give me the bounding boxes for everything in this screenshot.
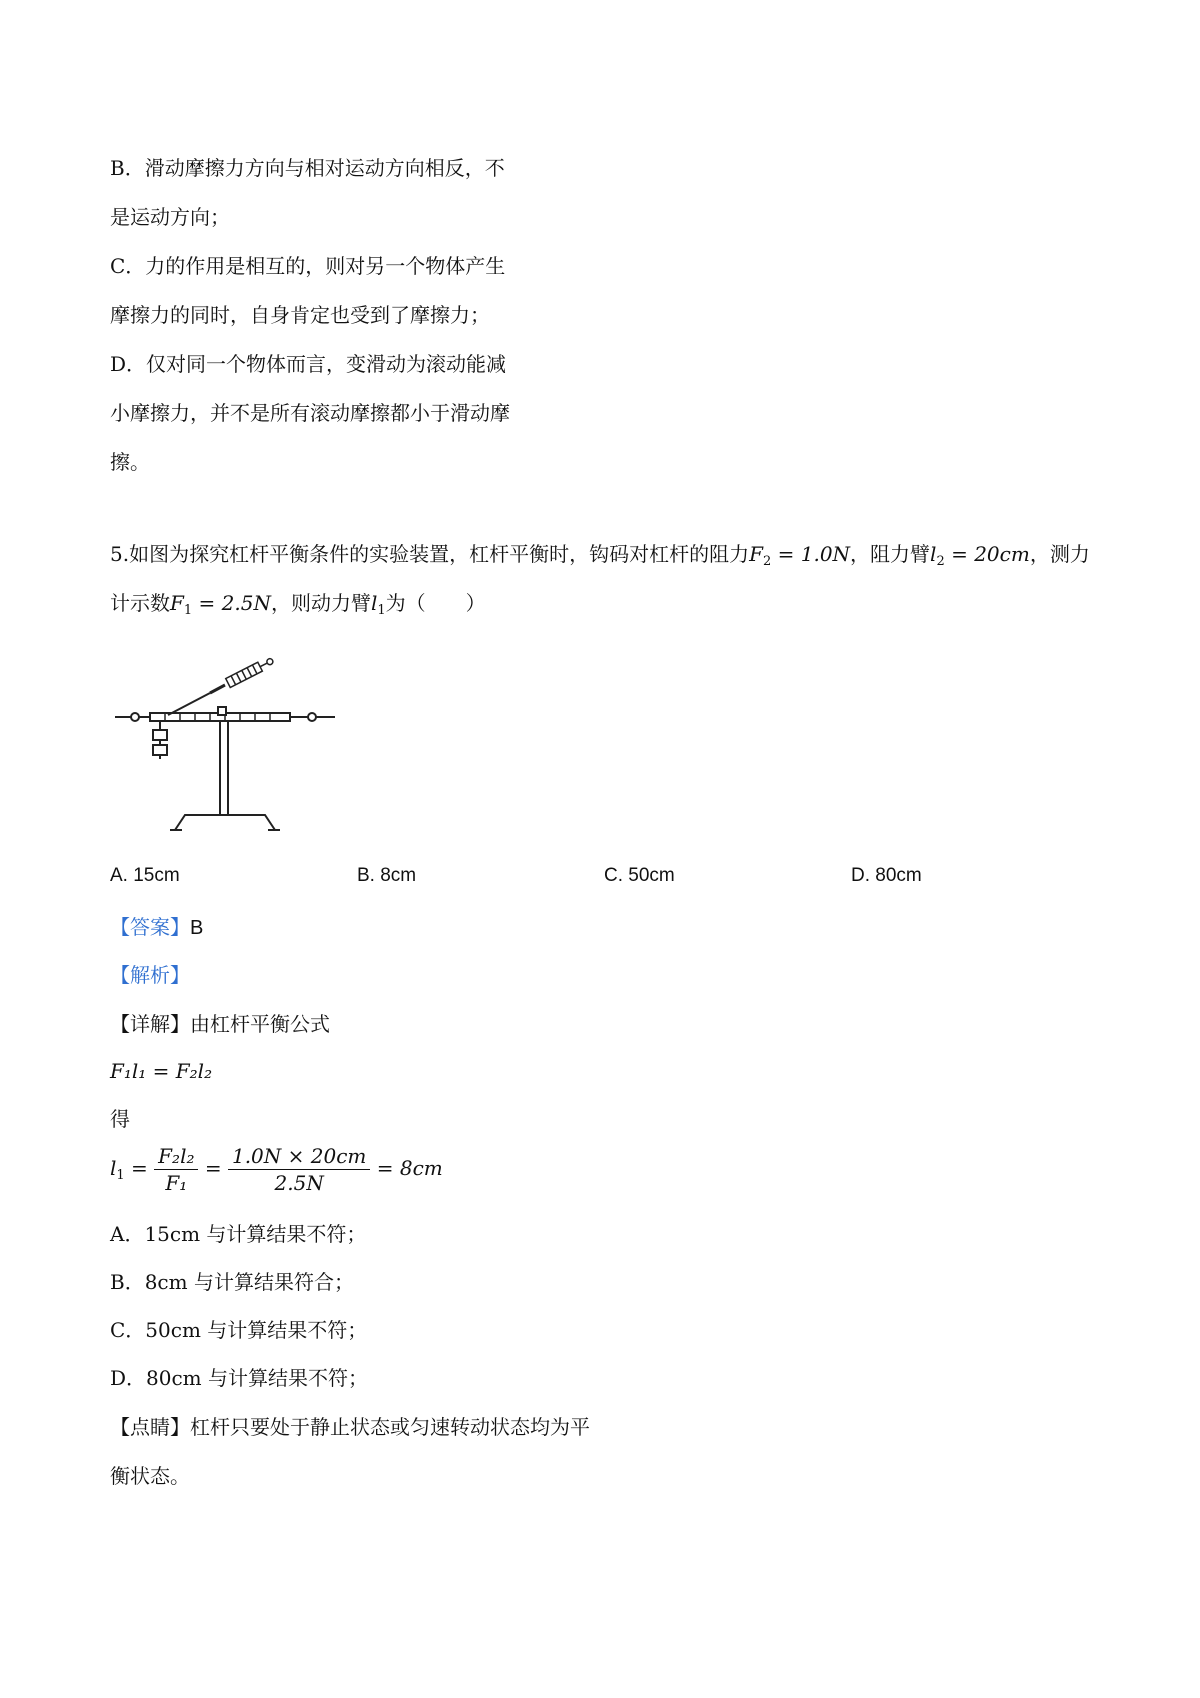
frac2-numerator: 1.0N × 20cm (228, 1143, 370, 1170)
detail-item-b: B．8cm 与计算结果符合； (110, 1270, 354, 1294)
prev-line-2: 是运动方向； (110, 205, 230, 229)
option-d[interactable]: D. 80cm (851, 865, 922, 886)
prev-line-3: C．力的作用是相互的，则对另一个物体产生 (110, 254, 506, 278)
prev-line-4: 摩擦力的同时，自身肯定也受到了摩擦力； (110, 303, 490, 327)
lever-apparatus-figure (110, 655, 340, 840)
formula-solution: $l_1$ = $\frac{\text{F₂l₂}}{\text{F₁}}$ = $\frac{1.0N \times 20cm}{2.5N}$ = 8cm (110, 1144, 443, 1195)
prev-line-5: D．仅对同一个物体而言，变滑动为滚动能减 (110, 352, 507, 376)
answer-line (110, 913, 203, 942)
prev-line-7: 擦。 (110, 450, 150, 474)
prev-line-6: 小摩擦力，并不是所有滚动摩擦都小于滑动摩 (110, 401, 510, 425)
detail-item-c: C．50cm 与计算结果不符； (110, 1318, 368, 1342)
de-text: 得 (110, 1107, 130, 1131)
detail-item-a: A．15cm 与计算结果不符； (110, 1222, 367, 1246)
frac1-numerator: F₂l₂ (154, 1143, 198, 1170)
detail-item-d: D．80cm 与计算结果不符； (110, 1366, 369, 1390)
option-c[interactable]: C. 50cm (604, 865, 675, 886)
answer-tag: 【答案】 (110, 915, 190, 939)
formula-result: = 8cm (376, 1156, 443, 1180)
frac2-denominator: 2.5N (274, 1171, 324, 1195)
option-b[interactable]: B. 8cm (357, 865, 417, 886)
option-a[interactable]: A. 15cm (110, 865, 180, 886)
answer-value: B (190, 917, 204, 939)
comment-tag: 【点睛】 (110, 1415, 190, 1439)
detail-tag: 【详解】 (110, 1012, 190, 1036)
prev-line-1: B．滑动摩擦力方向与相对运动方向相反，不 (110, 156, 505, 180)
comment-line-2: 衡状态。 (110, 1464, 190, 1488)
question-line-2: 计示数$F_1 = 2.5N$，则动力臂$l_1$为（ ） (110, 591, 486, 618)
analysis-tag: 【解析】 (110, 963, 190, 987)
question-line-1: 5.如图为探究杠杆平衡条件的实验装置，杠杆平衡时，钩码对杠杆的阻力$F_2 = 1.0N$，阻力臂$l_2 = 20cm$，测力 (110, 542, 1090, 569)
detail-line: 【详解】由杠杆平衡公式 (110, 1012, 330, 1036)
comment-line-1: 【点睛】杠杆只要处于静止状态或匀速转动状态均为平 (110, 1415, 590, 1439)
formula-balance: F₁l₁ = F₂l₂ (110, 1059, 213, 1083)
frac1-denominator: F₁ (165, 1171, 188, 1195)
